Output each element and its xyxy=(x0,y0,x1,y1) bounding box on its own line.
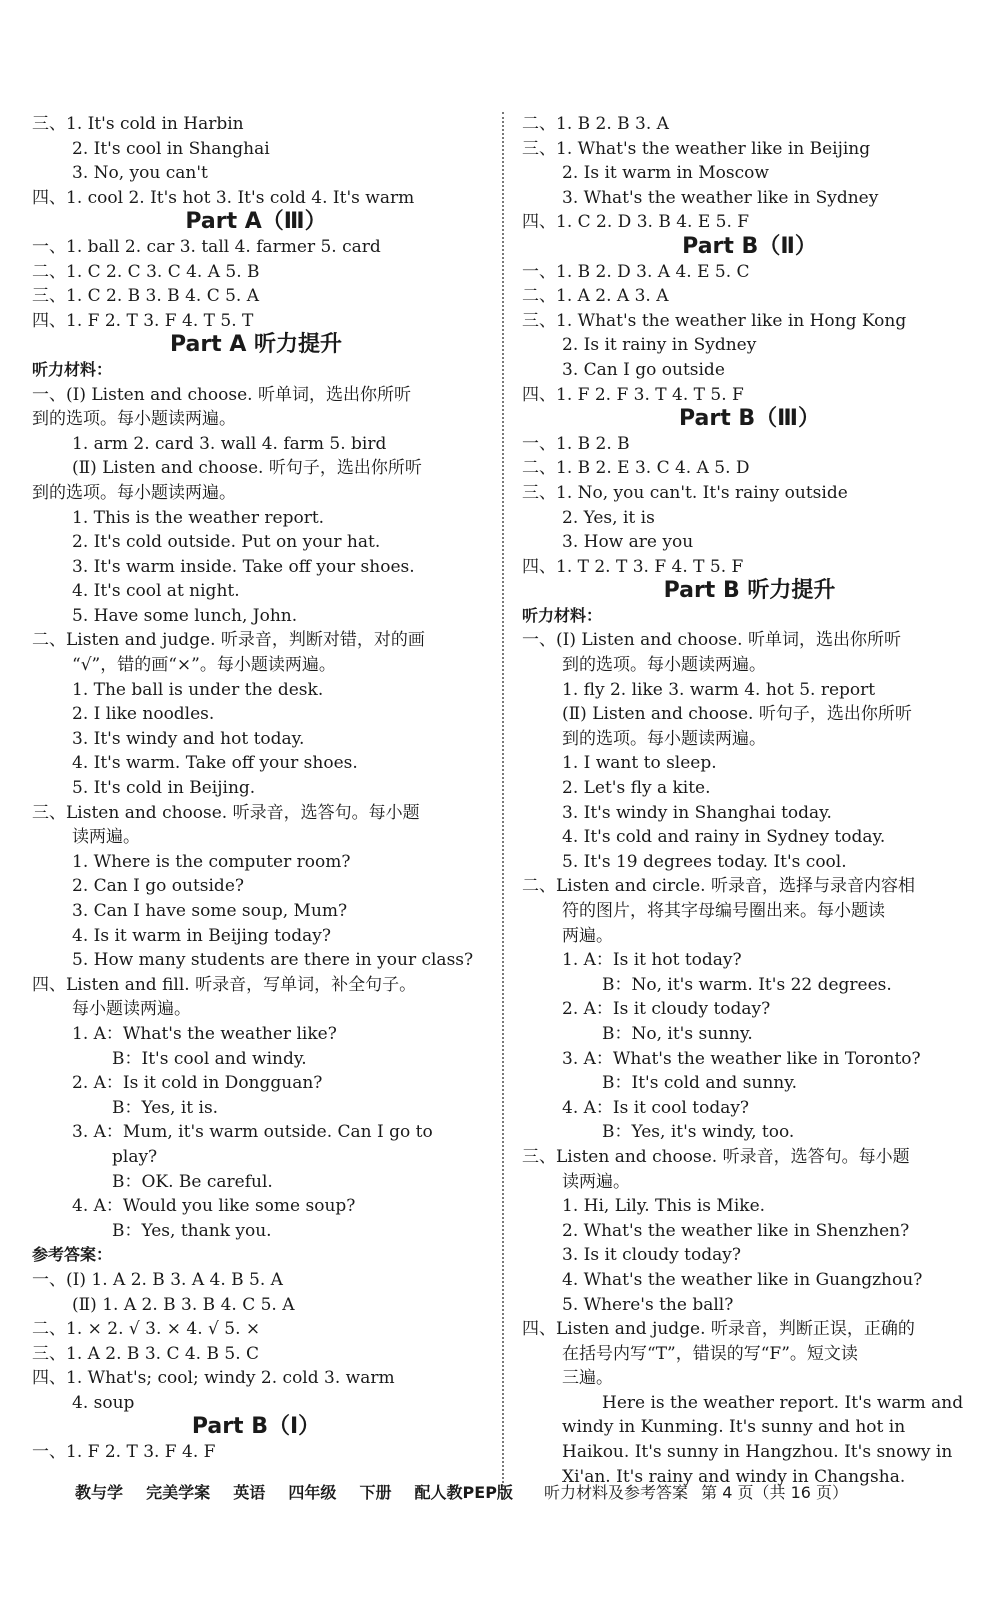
text-line: 二、Listen and circle. 听录音，选择与录音内容相 xyxy=(522,876,915,897)
section-heading: Part A（Ⅲ） xyxy=(185,209,327,235)
text-line: 三遍。 xyxy=(562,1368,613,1389)
text-line: 3. Can I go outside xyxy=(562,359,725,380)
text-line: windy in Kunming. It's sunny and hot in xyxy=(562,1417,906,1438)
text-line: 2. It's cool in Shanghai xyxy=(72,138,270,159)
section-heading: Part B 听力提升 xyxy=(663,578,836,604)
text-line: 2. I like noodles. xyxy=(72,704,215,725)
text-line: 4. A：Would you like some soup? xyxy=(72,1196,356,1217)
text-line: 二、1. C 2. C 3. C 4. A 5. B xyxy=(32,261,260,282)
text-line: 二、Listen and judge. 听录音，判断对错，对的画 xyxy=(32,630,425,651)
text-line: 四、Listen and fill. 听录音，写单词，补全句子。 xyxy=(32,974,417,995)
text-line: 二、1. B 2. E 3. C 4. A 5. D xyxy=(522,458,750,479)
footer-note: 听力材料及参考答案 xyxy=(544,1483,689,1502)
text-line: play? xyxy=(112,1146,158,1167)
column-divider xyxy=(502,112,504,1487)
text-line: B：No, it's warm. It's 22 degrees. xyxy=(602,974,892,995)
text-line: B：It's cold and sunny. xyxy=(602,1073,798,1094)
text-line: 2. Yes, it is xyxy=(562,507,655,528)
text-line: 1. fly 2. like 3. warm 4. hot 5. report xyxy=(562,679,876,700)
text-line: 到的选项。每小题读两遍。 xyxy=(32,482,236,503)
text-line: 到的选项。每小题读两遍。 xyxy=(562,655,766,676)
text-line: 5. Where's the ball? xyxy=(562,1294,734,1315)
text-line: 1. arm 2. card 3. wall 4. farm 5. bird xyxy=(72,433,387,454)
text-line: 2. What's the weather like in Shenzhen? xyxy=(562,1220,910,1241)
text-line: 读两遍。 xyxy=(562,1171,630,1192)
text-line: 3. How are you xyxy=(562,532,694,553)
text-line: 三、1. What's the weather like in Hong Kong xyxy=(522,310,907,331)
text-line: B：Yes, thank you. xyxy=(112,1220,272,1241)
text-line: 每小题读两遍。 xyxy=(72,999,191,1020)
text-line: B：No, it's sunny. xyxy=(602,1023,753,1044)
subsection-label: 听力材料： xyxy=(32,359,113,379)
text-line: 4. soup xyxy=(72,1392,135,1413)
text-line: 3. It's windy in Shanghai today. xyxy=(562,802,832,823)
text-line: 读两遍。 xyxy=(72,827,140,848)
footer-grade: 四年级 xyxy=(288,1483,337,1502)
text-line: 5. It's cold in Beijing. xyxy=(72,778,256,799)
text-line: 两遍。 xyxy=(562,925,613,946)
text-line: 三、1. A 2. B 3. C 4. B 5. C xyxy=(32,1343,260,1364)
text-line: 3. It's warm inside. Take off your shoes. xyxy=(72,556,415,577)
text-line: 一、(Ⅰ) Listen and choose. 听单词，选出你所听 xyxy=(32,384,411,405)
text-line: 1. A：Is it hot today? xyxy=(562,950,742,971)
text-line: 2. A：Is it cold in Dongguan? xyxy=(72,1073,323,1094)
footer-page-number: 第 4 页（共 16 页） xyxy=(701,1483,849,1502)
text-line: 1. Hi, Lily. This is Mike. xyxy=(562,1196,766,1217)
text-line: 4. It's warm. Take off your shoes. xyxy=(72,753,358,774)
text-line: 4. A：Is it cool today? xyxy=(562,1097,750,1118)
text-line: B：Yes, it is. xyxy=(112,1097,219,1118)
text-line: 2. Can I go outside? xyxy=(72,876,244,897)
text-line: Here is the weather report. It's warm and xyxy=(602,1392,964,1413)
text-line: B：It's cool and windy. xyxy=(112,1048,307,1069)
text-line: 到的选项。每小题读两遍。 xyxy=(32,409,236,430)
text-line: 1. This is the weather report. xyxy=(72,507,325,528)
section-heading: Part A 听力提升 xyxy=(169,332,343,358)
text-line: 4. It's cold and rainy in Sydney today. xyxy=(562,827,886,848)
text-line: 四、1. C 2. D 3. B 4. E 5. F xyxy=(522,212,750,233)
section-heading: Part B（Ⅰ） xyxy=(191,1414,321,1440)
text-line: Haikou. It's sunny in Hangzhou. It's snowy in xyxy=(562,1442,953,1463)
text-line: 三、Listen and choose. 听录音，选答句。每小题 xyxy=(32,802,420,823)
text-line: 2. It's cold outside. Put on your hat. xyxy=(72,532,381,553)
text-line: 1. A：What's the weather like? xyxy=(72,1023,337,1044)
text-line: 一、1. ball 2. car 3. tall 4. farmer 5. card xyxy=(32,236,381,257)
text-line: 3. What's the weather like in Sydney xyxy=(562,187,879,208)
text-line: 1. Where is the computer room? xyxy=(72,851,351,872)
text-line: 5. It's 19 degrees today. It's cool. xyxy=(562,851,847,872)
text-line: B：Yes, it's windy, too. xyxy=(602,1122,795,1143)
text-line: 3. Can I have some soup, Mum? xyxy=(72,901,348,921)
text-line: 三、1. What's the weather like in Beijing xyxy=(522,138,871,159)
text-line: 四、1. F 2. T 3. F 4. T 5. T xyxy=(32,310,254,331)
text-line: 三、1. No, you can't. It's rainy outside xyxy=(522,482,848,503)
text-line: 四、1. cool 2. It's hot 3. It's cold 4. It's warm xyxy=(32,187,415,208)
text-line: 四、Listen and judge. 听录音，判断正误，正确的 xyxy=(522,1319,915,1340)
text-line: 三、Listen and choose. 听录音，选答句。每小题 xyxy=(522,1146,910,1167)
text-line: 三、1. C 2. B 3. B 4. C 5. A xyxy=(32,286,260,307)
section-heading: Part B（Ⅲ） xyxy=(679,406,820,432)
footer-edition: 配人教PEP版 xyxy=(414,1483,513,1502)
text-line: 3. A：What's the weather like in Toronto? xyxy=(562,1048,921,1069)
text-line: 1. The ball is under the desk. xyxy=(72,679,324,700)
text-line: 四、1. T 2. T 3. F 4. T 5. F xyxy=(522,556,744,577)
text-line: 一、1. F 2. T 3. F 4. F xyxy=(32,1442,216,1463)
text-line: 四、1. What's; cool; windy 2. cold 3. warm xyxy=(32,1368,395,1389)
left-column xyxy=(32,112,480,1465)
text-line: 三、1. It's cold in Harbin xyxy=(32,114,244,134)
text-line: 5. How many students are there in your class? xyxy=(72,950,474,971)
text-line: 二、1. × 2. √ 3. × 4. √ 5. × xyxy=(32,1319,261,1340)
text-line: 4. What's the weather like in Guangzhou? xyxy=(562,1269,923,1290)
section-heading: Part B（Ⅱ） xyxy=(682,233,817,259)
text-line: 5. Have some lunch, John. xyxy=(72,605,298,626)
text-line: 1. I want to sleep. xyxy=(562,753,717,774)
footer-subject: 英语 xyxy=(233,1483,266,1502)
text-line: (Ⅱ) 1. A 2. B 3. B 4. C 5. A xyxy=(72,1294,295,1315)
text-line: 在括号内写“T”，错误的写“F”。短文读 xyxy=(562,1343,858,1364)
text-line: 2. Let's fly a kite. xyxy=(562,778,711,799)
text-line: 3. A：Mum, it's warm outside. Can I go to xyxy=(72,1122,433,1143)
text-line: (Ⅱ) Listen and choose. 听句子，选出你所听 xyxy=(72,458,422,479)
text-line: 2. A：Is it cloudy today? xyxy=(562,999,771,1020)
footer-volume: 下册 xyxy=(359,1483,392,1502)
text-line: “√”，错的画“×”。每小题读两遍。 xyxy=(72,655,336,676)
footer-brand: 教与学 xyxy=(75,1483,124,1502)
footer-series: 完美学案 xyxy=(146,1483,211,1502)
text-line: 二、1. B 2. B 3. A xyxy=(522,114,669,134)
text-line: 一、1. B 2. D 3. A 4. E 5. C xyxy=(522,261,750,282)
text-line: 4. Is it warm in Beijing today? xyxy=(72,925,332,946)
text-line: 到的选项。每小题读两遍。 xyxy=(562,728,766,749)
text-line: B：OK. Be careful. xyxy=(112,1171,273,1192)
text-line: Xi'an. It's rainy and windy in Changsha. xyxy=(562,1466,906,1487)
text-line: 二、1. A 2. A 3. A xyxy=(522,286,669,307)
text-line: (Ⅱ) Listen and choose. 听句子，选出你所听 xyxy=(562,704,912,725)
text-line: 2. Is it warm in Moscow xyxy=(562,163,769,184)
text-line: 符的图片，将其字母编号圈出来。每小题读 xyxy=(562,901,885,921)
page-footer xyxy=(75,1478,985,1508)
text-line: 一、1. B 2. B xyxy=(522,433,630,454)
text-line: 3. No, you can't xyxy=(72,163,208,184)
subsection-label: 听力材料： xyxy=(522,605,603,625)
text-line: 一、(Ⅰ) 1. A 2. B 3. A 4. B 5. A xyxy=(32,1269,283,1290)
subsection-label: 参考答案： xyxy=(32,1245,113,1265)
text-line: 3. Is it cloudy today? xyxy=(562,1245,741,1266)
text-line: 2. Is it rainy in Sydney xyxy=(562,335,757,356)
text-line: 3. It's windy and hot today. xyxy=(72,728,305,749)
text-line: 4. It's cool at night. xyxy=(72,581,240,602)
text-line: 一、(Ⅰ) Listen and choose. 听单词，选出你所听 xyxy=(522,630,901,651)
text-line: 四、1. F 2. F 3. T 4. T 5. F xyxy=(522,384,744,405)
right-column xyxy=(522,112,977,1489)
